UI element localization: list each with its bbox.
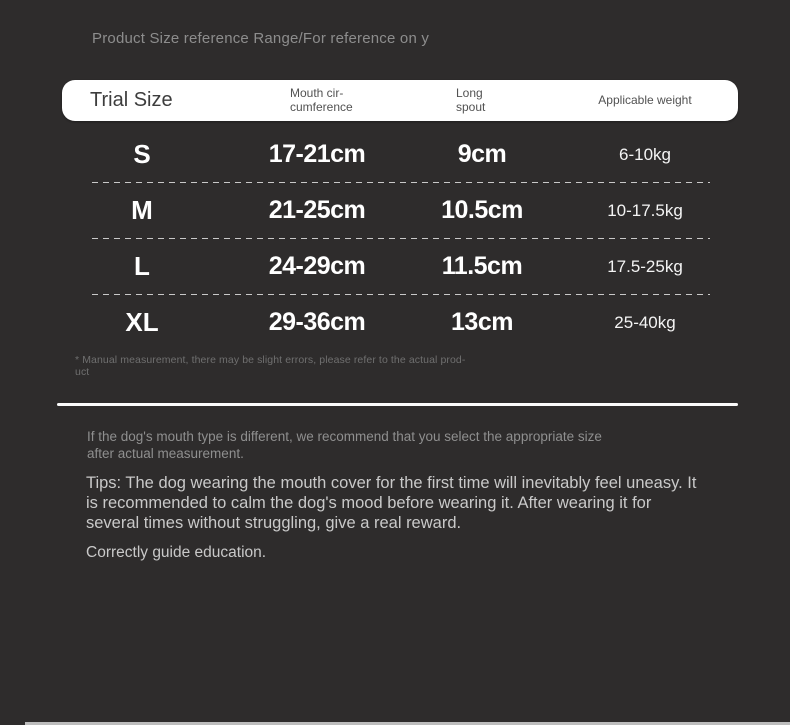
row-s-spout: 9cm (457, 140, 507, 168)
row-l-weight: 17.5-25kg (607, 256, 683, 276)
header-cell-trial-size (62, 80, 222, 121)
header-spout-line2: spout (456, 99, 486, 114)
row-m-size: M (131, 195, 153, 225)
guide-education-text: Correctly guide education. (86, 544, 267, 561)
footnote-line1: * Manual measurement, there may be slight errors, please refer to the actual prod- (75, 354, 466, 366)
size-table-header (62, 80, 738, 121)
header-cell-mouth-circumference (222, 80, 412, 121)
row-l-spout: 11.5cm (441, 252, 523, 280)
row-l-size: L (134, 251, 150, 281)
mouth-type-note: If the dog's mouth type is different, we recommend that you select the appropriate size after actual measurement. (87, 429, 602, 461)
section-title: Product Size reference Range/For reference on y (92, 30, 430, 47)
table-row-s (62, 127, 738, 182)
table-row-m (62, 183, 738, 238)
section-divider-line (57, 403, 738, 406)
header-spout-line1: Long (456, 86, 483, 100)
footnote-line2: uct (75, 365, 90, 378)
row-l-mouth: 24-29cm (268, 252, 366, 280)
row-m-spout: 10.5cm (441, 196, 523, 224)
header-cell-long-spout (412, 80, 552, 121)
table-row-l (62, 239, 738, 294)
tips-paragraph: Tips: The dog wearing the mouth cover for the first time will inevitably feel uneasy. It is recommended to calm the dog's mood before wearing it. After wearing it for several times without struggling, give a real reward. (86, 474, 697, 532)
table-row-xl (62, 295, 738, 350)
header-trial-size-label: Trial Size (90, 89, 173, 111)
row-xl-weight: 25-40kg (614, 312, 676, 332)
header-mouth-line2: cumference (290, 99, 353, 114)
header-mouth-line1: Mouth cir- (290, 86, 344, 100)
row-m-weight: 10-17.5kg (607, 200, 683, 220)
row-s-mouth: 17-21cm (268, 140, 366, 168)
header-cell-applicable-weight (552, 80, 738, 121)
header-weight-label: Applicable weight (598, 92, 692, 107)
row-s-weight: 6-10kg (619, 144, 671, 164)
size-table-body (62, 120, 738, 350)
row-xl-size: XL (125, 307, 159, 337)
row-xl-mouth: 29-36cm (268, 308, 366, 336)
row-s-size: S (133, 139, 151, 169)
row-xl-spout: 13cm (451, 308, 513, 336)
row-m-mouth: 21-25cm (268, 196, 366, 224)
measurement-footnote (75, 355, 465, 378)
